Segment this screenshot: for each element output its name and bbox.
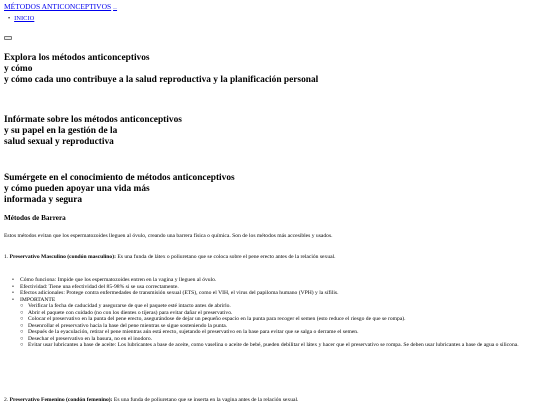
hero-section	[4, 53, 318, 86]
circle-bullet-icon: ○	[20, 329, 24, 335]
circle-bullet-icon: ○	[20, 309, 24, 316]
method-item-2	[4, 397, 534, 404]
bullet-icon: •	[12, 283, 14, 290]
brand[interactable]	[4, 2, 117, 11]
method-description: Es una funda de látex o poliuretano que se coloca sobre el pene erecto antes de la relación sexual.	[115, 254, 336, 260]
barrier-intro: Estos métodos evitan que los espermatozoides lleguen al óvulo, creando una barrera física o química. Son de los métodos más accesibles y usados.	[4, 233, 333, 239]
knowledge-line-1: Sumérgete en el conocimiento de métodos anticonceptivos	[4, 173, 235, 183]
brand-link[interactable]: MÉTODOS ANTICONCEPTIVOS	[4, 2, 112, 11]
bullet-icon: •	[12, 290, 14, 296]
bullet-icon: •	[12, 277, 14, 283]
nav-item-inicio[interactable]	[8, 15, 34, 23]
fact-item: • Efectos adicionales: Protege contra enfermedades de transmisión sexual (ETS), como el VIH, el virus del papiloma humano (VPH) y la sífilis.	[12, 290, 339, 296]
method-1-details	[12, 277, 534, 349]
important-item: ○ Verificar la fecha de caducidad y asegurarse de que el paquete esté intacto antes de abrirlo.	[20, 303, 231, 309]
important-list	[12, 303, 534, 349]
hero-heading	[4, 53, 318, 86]
important-item: ○ Desenrollar el preservativo hacia la base del pene mientras se sigue sosteniendo la punta.	[20, 322, 228, 329]
fact-item: • Efectividad: Tiene una efectividad del 85-98% si se usa correctamente.	[12, 283, 179, 290]
method-title: Preservativo Femenino (condón femenino):	[9, 397, 113, 403]
important-item: ○ Después de la eyaculación, retirar el pene mientras aún está erecto, sujetando el preservativo en la base para evitar que se salga o derrame el semen.	[20, 329, 359, 335]
hero-line-1: Explora los métodos anticonceptivos	[4, 53, 150, 63]
bullet-icon: •	[12, 296, 14, 303]
main-nav	[8, 15, 34, 23]
important-item: ○ Colocar el preservativo en la punta del pene erecto, asegurándose de dejar un pequeño espacio en la punta para recoger el semen (esto reduce el riesgo de que se rompa).	[20, 316, 406, 322]
circle-bullet-icon: ○	[20, 316, 24, 322]
hero-line-2: y cómo	[4, 64, 33, 74]
knowledge-line-3: informada y segura	[4, 195, 83, 205]
hero-line-3: y cómo cada uno contribuye a la salud reproductiva y la planificación personal	[4, 75, 319, 85]
bullet-icon: •	[8, 16, 11, 22]
method-title: Preservativo Masculino (condón masculino):	[9, 254, 116, 260]
navbar-toggle-mark[interactable]: —	[113, 5, 118, 10]
knowledge-heading	[4, 173, 235, 206]
info-line-1: Infórmate sobre los métodos anticonceptivos	[4, 115, 182, 125]
fact-item-important: • IMPORTANTE ○ Verificar la fecha de caducidad y asegurarse de que el paquete esté intacto antes de abrirlo. ○ Abrir el paquete con cuidado (no con los dientes o tijeras) para evitar dañar el preservativo. ○ Colocar el preservativo en la punta del pene erecto, asegurándose de dejar un pequeño espacio en la punta para recoger el semen (esto reduce el riesgo de que se rompa). ○ Desenrollar el preservativo hacia la base del pene mientras se sigue sosteniendo la punta. ○ Después de la eyaculación, retirar el pene mientras aún está erecto, sujetando el preservativo en la base para evitar que se salga o derrame el semen. ○ Desechar el preservativo en la basura, no en el inodoro. ○ Evitar usar lubricantes a base de aceite: Los lubricantes a base de aceite, como vaselina o aceite de bebé, pueden debilitar el látex y hacer que el preservativo se rompa. Se deben usar lubricantes a base de agua o silicona.	[12, 297, 534, 349]
facts-list	[12, 277, 534, 349]
fact-item: • Cómo funciona: Impide que los espermatozoides entren en la vagina y lleguen al óvulo.	[12, 277, 217, 283]
knowledge-section	[4, 173, 235, 206]
barrier-heading: Métodos de Barrera	[4, 214, 66, 222]
important-item: ○ Evitar usar lubricantes a base de aceite: Los lubricantes a base de aceite, como vaselina o aceite de bebé, pueden debilitar el látex y hacer que el preservativo se rompa. Se deben usar lubricantes a base de agua o silicona.	[20, 342, 519, 348]
circle-bullet-icon: ○	[20, 342, 24, 348]
knowledge-line-2: y cómo pueden apoyar una vida más	[4, 184, 150, 194]
method-number: 1.	[4, 254, 9, 260]
important-item: ○ Desechar el preservativo en la basura, no en el inodoro.	[20, 335, 153, 342]
info-line-2: y su papel en la gestión de la	[4, 126, 118, 136]
nav-link-inicio[interactable]: INICIO	[14, 15, 35, 22]
info-line-3: salud sexual y reproductiva	[4, 137, 114, 147]
circle-bullet-icon: ○	[20, 335, 24, 342]
navbar-toggler-button[interactable]	[4, 36, 12, 40]
method-description: Es una funda de poliuretano que se inserta en la vagina antes de la relación sexual.	[112, 397, 299, 403]
important-item: ○ Abrir el paquete con cuidado (no con los dientes o tijeras) para evitar dañar el preservativo.	[20, 309, 233, 316]
info-section	[4, 115, 182, 148]
method-item-1	[4, 254, 534, 261]
circle-bullet-icon: ○	[20, 303, 24, 309]
circle-bullet-icon: ○	[20, 322, 24, 329]
method-number: 2.	[4, 397, 9, 403]
info-heading	[4, 115, 182, 148]
